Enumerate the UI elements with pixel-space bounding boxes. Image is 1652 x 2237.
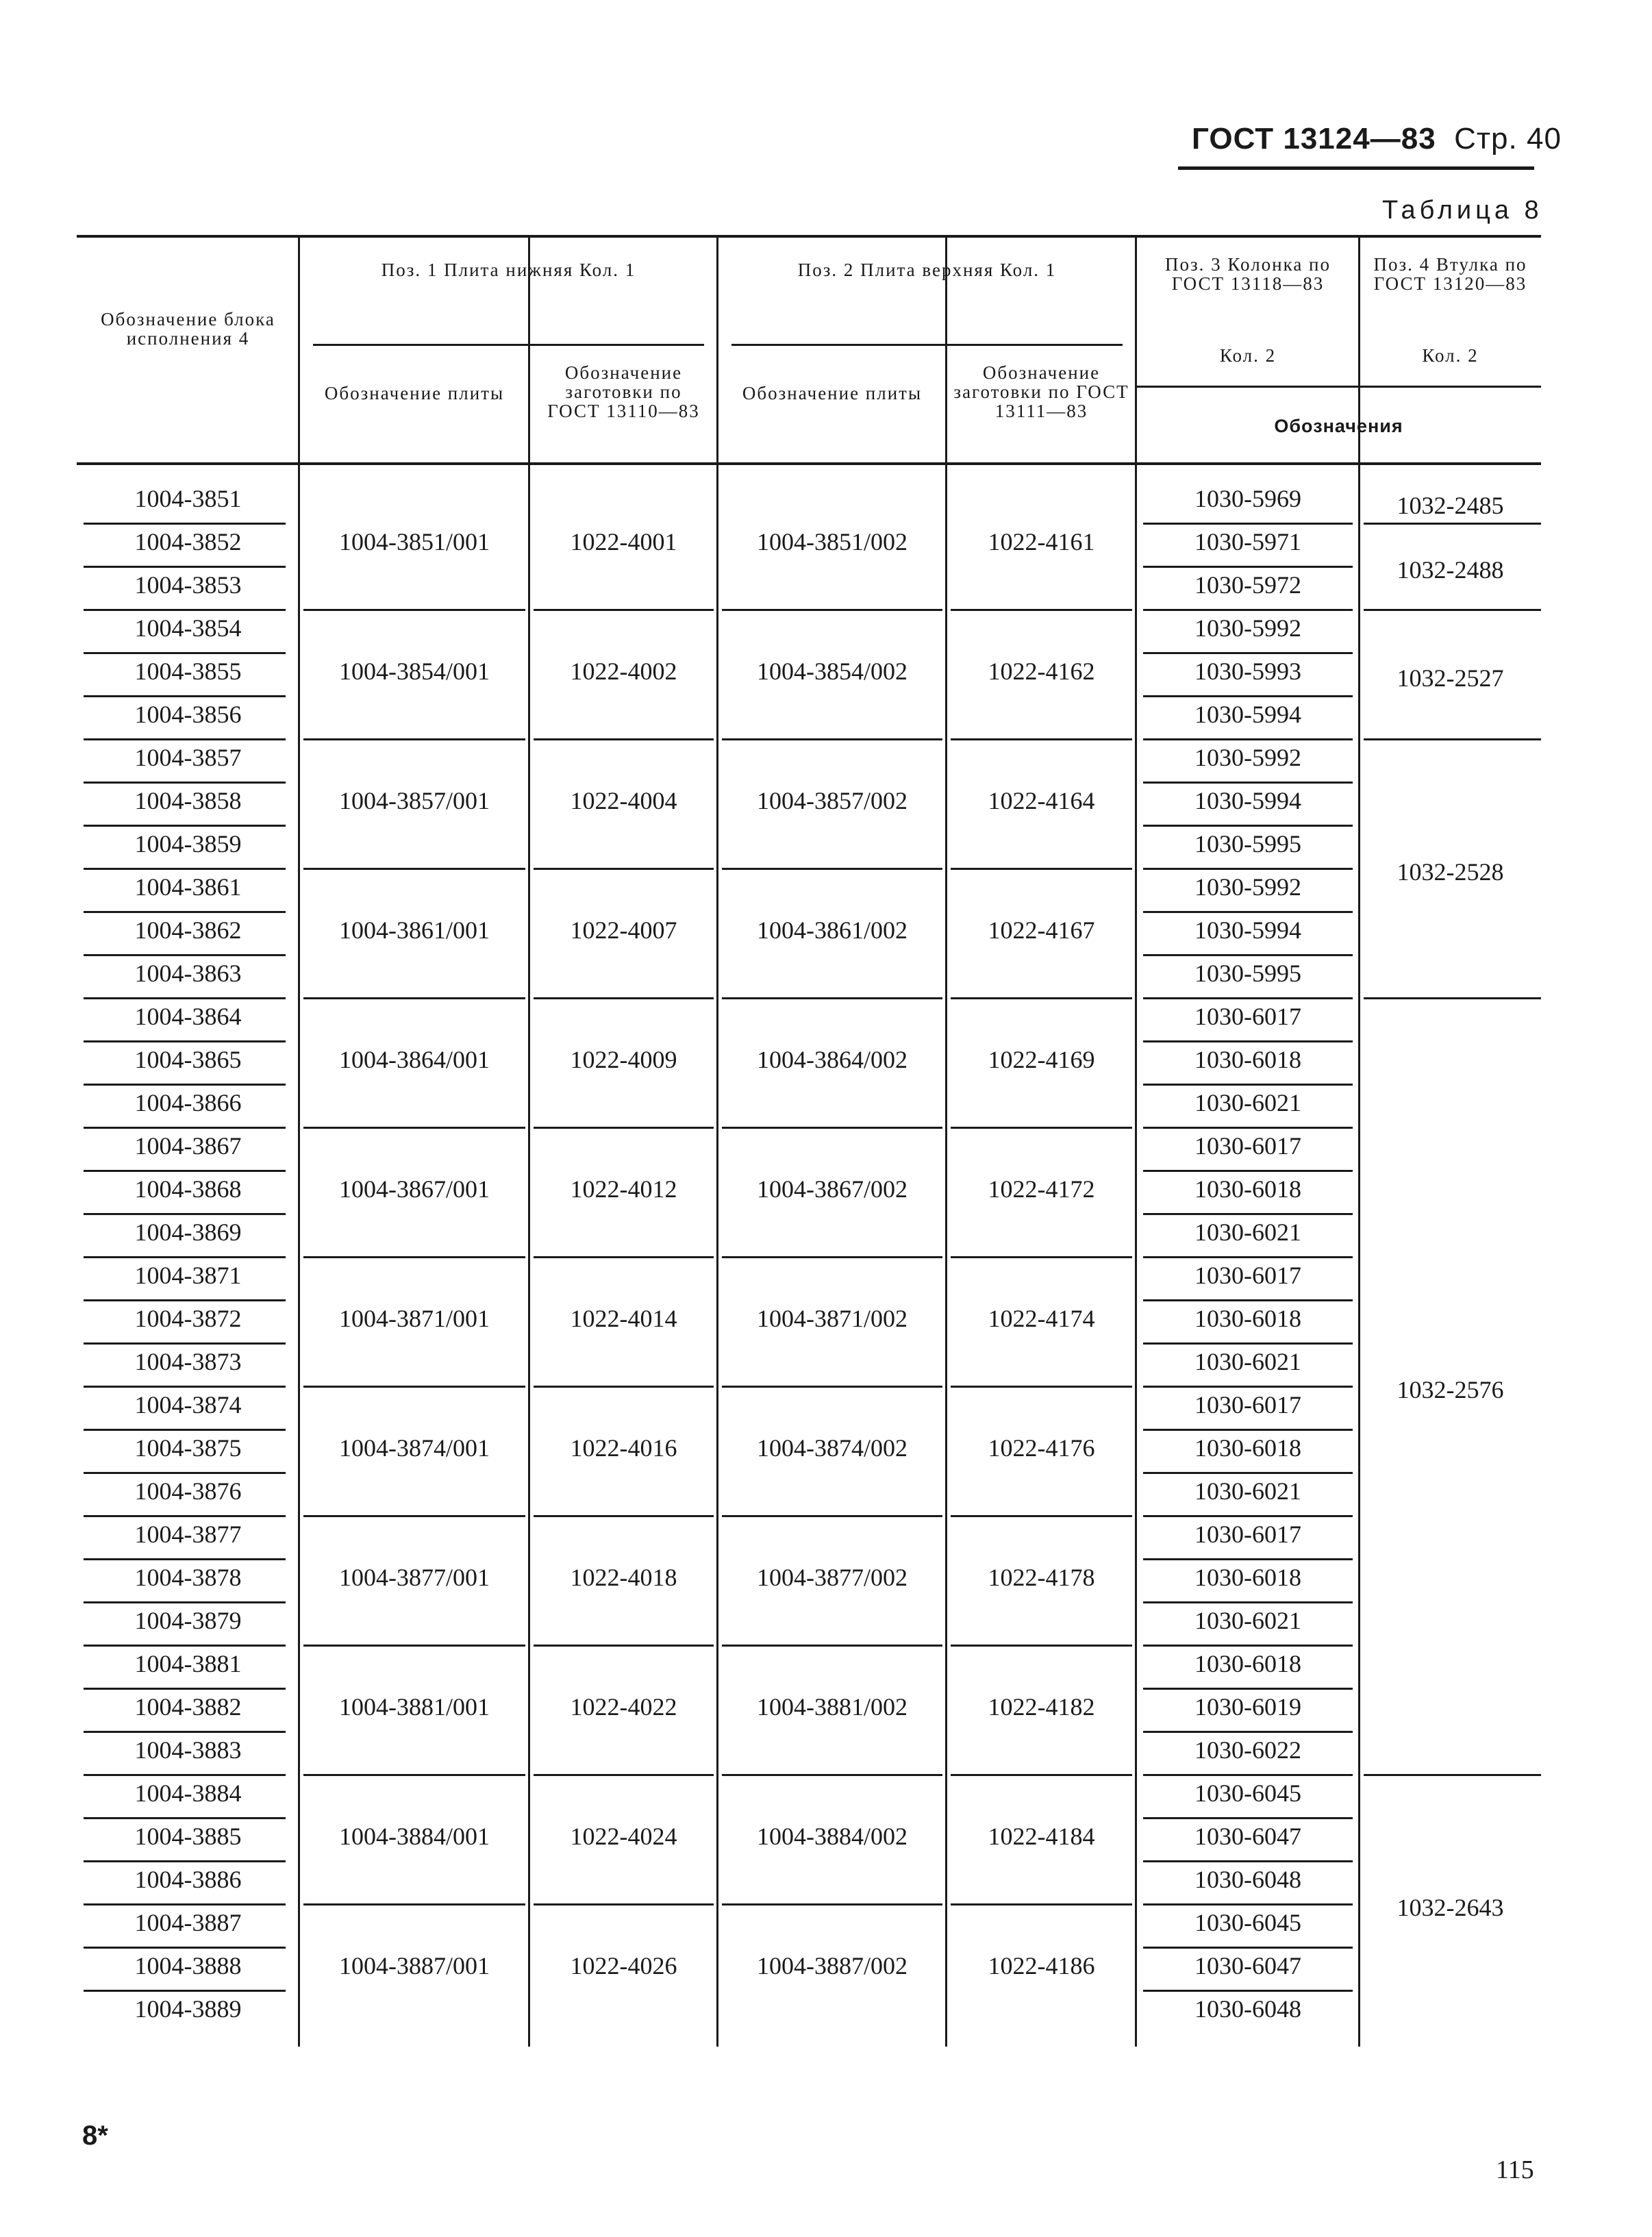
header-pos2: Поз. 2 Плита верхняя Кол. 1 xyxy=(797,260,1057,280)
pos1-plate: 1004-3851/001 xyxy=(339,528,490,555)
header-pos2-blank: Обозначение заготовки по ГОСТ 13111—83 xyxy=(953,362,1129,421)
pos1-plate: 1004-3884/001 xyxy=(339,1823,490,1850)
row-rule xyxy=(84,1990,286,1992)
pos3-column: 1030-6017 xyxy=(1194,1521,1301,1548)
group-rule xyxy=(722,1903,942,1905)
pos3-column: 1030-6021 xyxy=(1194,1219,1301,1246)
pos1-blank: 1022-4024 xyxy=(570,1823,677,1850)
group-rule xyxy=(722,1127,942,1129)
row-rule xyxy=(84,1084,286,1086)
pos3-row-rule xyxy=(1143,652,1353,654)
group-rule xyxy=(303,609,525,611)
header-pos1-blank: Обозначение заготовки по ГОСТ 13110—83 xyxy=(547,362,700,421)
block-designation: 1004-3881 xyxy=(134,1650,242,1677)
block-designation: 1004-3883 xyxy=(134,1736,242,1764)
block-designation: 1004-3884 xyxy=(134,1779,242,1807)
pos3-row-rule xyxy=(1143,1429,1353,1431)
pos3-column: 1030-5992 xyxy=(1194,744,1301,771)
pos4-rule xyxy=(1364,609,1541,611)
pos3-row-rule xyxy=(1143,825,1353,827)
pos3-row-rule xyxy=(1143,1947,1353,1949)
group-rule xyxy=(534,1127,714,1129)
group-rule xyxy=(951,1127,1132,1129)
group-rule xyxy=(534,868,714,870)
pos3-column: 1030-5994 xyxy=(1194,787,1301,814)
group-rule xyxy=(951,868,1132,870)
header-designations: Обозначения xyxy=(1274,416,1403,436)
row-rule xyxy=(84,652,286,654)
group-rule xyxy=(722,738,942,740)
row-rule xyxy=(84,1903,286,1905)
pos1-blank: 1022-4018 xyxy=(570,1564,677,1591)
footer-signature-mark: 8* xyxy=(82,2121,108,2151)
pos3-row-rule xyxy=(1143,609,1353,611)
pos1-plate: 1004-3861/001 xyxy=(339,916,490,944)
group-rule xyxy=(951,997,1132,999)
pos3-column: 1030-6017 xyxy=(1194,1132,1301,1160)
pos1-blank: 1022-4014 xyxy=(570,1305,677,1332)
group-rule xyxy=(951,1386,1132,1388)
group-rule xyxy=(722,997,942,999)
pos1-blank: 1022-4009 xyxy=(570,1046,677,1073)
block-designation: 1004-3856 xyxy=(134,701,242,728)
pos3-row-rule xyxy=(1143,1386,1353,1388)
pos3-column: 1030-6021 xyxy=(1194,1089,1301,1116)
group-rule xyxy=(951,738,1132,740)
pos3-column: 1030-6018 xyxy=(1194,1046,1301,1073)
row-rule xyxy=(84,1299,286,1301)
pos2-blank: 1022-4178 xyxy=(988,1564,1095,1591)
pos3-row-rule xyxy=(1143,868,1353,870)
header-pos3: Поз. 3 Колонка по ГОСТ 13118—83 xyxy=(1164,254,1331,294)
pos2-plate: 1004-3854/002 xyxy=(757,658,908,685)
block-designation: 1004-3868 xyxy=(134,1175,242,1203)
group-rule xyxy=(534,1645,714,1647)
row-rule xyxy=(84,1429,286,1431)
row-rule xyxy=(84,1688,286,1690)
row-rule xyxy=(84,738,286,740)
pos2-plate: 1004-3861/002 xyxy=(757,916,908,944)
pos4-bushing: 1032-2576 xyxy=(1397,1376,1504,1403)
group-rule xyxy=(303,1256,525,1258)
pos4-bushing: 1032-2527 xyxy=(1397,664,1504,692)
pos34-qty-rule xyxy=(1136,386,1541,388)
row-rule xyxy=(84,695,286,697)
pos4-bushing: 1032-2485 xyxy=(1397,491,1504,519)
block-designation: 1004-3882 xyxy=(134,1693,242,1721)
block-designation: 1004-3866 xyxy=(134,1089,242,1116)
column-divider xyxy=(716,235,718,2047)
pos2-plate: 1004-3871/002 xyxy=(757,1305,908,1332)
pos3-row-rule xyxy=(1143,1731,1353,1733)
row-rule xyxy=(84,1601,286,1603)
group-rule xyxy=(722,1645,942,1647)
pos3-row-rule xyxy=(1143,1472,1353,1474)
block-designation: 1004-3877 xyxy=(134,1521,242,1548)
pos2-plate: 1004-3884/002 xyxy=(757,1823,908,1850)
group-rule xyxy=(722,1515,942,1517)
header-block-designation: Обозначение блока исполнения 4 xyxy=(101,309,275,349)
row-rule xyxy=(84,1170,286,1172)
pos1-blank: 1022-4004 xyxy=(570,787,677,814)
pos3-row-rule xyxy=(1143,911,1353,913)
block-designation: 1004-3879 xyxy=(134,1607,242,1634)
block-designation: 1004-3858 xyxy=(134,787,242,814)
row-rule xyxy=(84,1515,286,1517)
pos3-column: 1030-5995 xyxy=(1194,830,1301,858)
group-rule xyxy=(303,738,525,740)
pos2-plate: 1004-3867/002 xyxy=(757,1175,908,1203)
pos1-plate: 1004-3881/001 xyxy=(339,1693,490,1721)
group-rule xyxy=(303,868,525,870)
pos3-row-rule xyxy=(1143,1127,1353,1129)
pos3-row-rule xyxy=(1143,1990,1353,1992)
row-rule xyxy=(84,1645,286,1647)
block-designation: 1004-3852 xyxy=(134,528,242,555)
group-rule xyxy=(303,1645,525,1647)
group-rule xyxy=(303,997,525,999)
pos3-column: 1030-6021 xyxy=(1194,1607,1301,1634)
group-rule xyxy=(951,1903,1132,1905)
pos3-column: 1030-5993 xyxy=(1194,658,1301,685)
pos2-blank: 1022-4182 xyxy=(988,1693,1095,1721)
pos3-row-rule xyxy=(1143,1903,1353,1905)
pos3-row-rule xyxy=(1143,1213,1353,1215)
block-designation: 1004-3873 xyxy=(134,1348,242,1375)
pos3-row-rule xyxy=(1143,1601,1353,1603)
pos1-group-rule xyxy=(313,344,704,346)
pos3-column: 1030-6021 xyxy=(1194,1477,1301,1505)
group-rule xyxy=(722,1256,942,1258)
pos3-row-rule xyxy=(1143,523,1353,525)
column-divider xyxy=(528,235,530,2047)
pos3-column: 1030-6018 xyxy=(1194,1434,1301,1462)
block-designation: 1004-3876 xyxy=(134,1477,242,1505)
row-rule xyxy=(84,825,286,827)
row-rule xyxy=(84,954,286,956)
header-pos3-qty: Кол. 2 xyxy=(1219,345,1277,366)
pos3-row-rule xyxy=(1143,1299,1353,1301)
pos4-bushing: 1032-2488 xyxy=(1397,556,1504,584)
pos4-rule xyxy=(1364,523,1541,525)
block-designation: 1004-3867 xyxy=(134,1132,242,1160)
pos1-blank: 1022-4002 xyxy=(570,658,677,685)
group-rule xyxy=(951,1256,1132,1258)
pos3-column: 1030-6017 xyxy=(1194,1003,1301,1030)
pos3-row-rule xyxy=(1143,997,1353,999)
pos4-bushing: 1032-2528 xyxy=(1397,858,1504,886)
pos1-plate: 1004-3871/001 xyxy=(339,1305,490,1332)
pos3-row-rule xyxy=(1143,1688,1353,1690)
block-designation: 1004-3857 xyxy=(134,744,242,771)
row-rule xyxy=(84,609,286,611)
pos3-column: 1030-6045 xyxy=(1194,1779,1301,1807)
pos2-blank: 1022-4186 xyxy=(988,1952,1095,1979)
pos4-bushing: 1032-2643 xyxy=(1397,1894,1504,1921)
pos3-column: 1030-5992 xyxy=(1194,873,1301,901)
row-rule xyxy=(84,1040,286,1042)
row-rule xyxy=(84,1256,286,1258)
group-rule xyxy=(722,609,942,611)
group-rule xyxy=(534,1386,714,1388)
row-rule xyxy=(84,1774,286,1776)
block-designation: 1004-3863 xyxy=(134,960,242,987)
pos3-row-rule xyxy=(1143,1774,1353,1776)
pos3-column: 1030-5969 xyxy=(1194,485,1301,512)
block-designation: 1004-3878 xyxy=(134,1564,242,1591)
pos2-subdivider xyxy=(945,344,947,462)
pos3-column: 1030-6018 xyxy=(1194,1305,1301,1332)
pos3-row-rule xyxy=(1143,1040,1353,1042)
pos1-plate: 1004-3867/001 xyxy=(339,1175,490,1203)
pos1-subdivider xyxy=(528,344,530,462)
pos3-row-rule xyxy=(1143,782,1353,784)
pos3-column: 1030-5994 xyxy=(1194,701,1301,728)
pos1-blank: 1022-4007 xyxy=(570,916,677,944)
page-label: Стр. 40 xyxy=(1454,122,1562,155)
pos3-row-rule xyxy=(1143,1170,1353,1172)
header-rule xyxy=(1178,166,1534,170)
group-rule xyxy=(722,1774,942,1776)
table-top-rule xyxy=(77,235,1541,238)
pos3-row-rule xyxy=(1143,1817,1353,1819)
group-rule xyxy=(534,1774,714,1776)
pos3-row-rule xyxy=(1143,1256,1353,1258)
pos3-row-rule xyxy=(1143,1558,1353,1560)
group-rule xyxy=(303,1903,525,1905)
pos3-column: 1030-6018 xyxy=(1194,1650,1301,1677)
pos3-row-rule xyxy=(1143,695,1353,697)
block-designation: 1004-3886 xyxy=(134,1866,242,1893)
block-designation: 1004-3862 xyxy=(134,916,242,944)
pos3-row-rule xyxy=(1143,1084,1353,1086)
pos3-column: 1030-5971 xyxy=(1194,528,1301,555)
pos3-column: 1030-6017 xyxy=(1194,1391,1301,1419)
group-rule xyxy=(303,1386,525,1388)
block-designation: 1004-3855 xyxy=(134,658,242,685)
block-designation: 1004-3875 xyxy=(134,1434,242,1462)
block-designation: 1004-3851 xyxy=(134,485,242,512)
pos1-blank: 1022-4012 xyxy=(570,1175,677,1203)
pos3-column: 1030-5992 xyxy=(1194,614,1301,642)
block-designation: 1004-3854 xyxy=(134,614,242,642)
pos1-plate: 1004-3864/001 xyxy=(339,1046,490,1073)
pos3-column: 1030-6021 xyxy=(1194,1348,1301,1375)
table-label: Таблица 8 xyxy=(1382,196,1543,225)
pos3-column: 1030-5994 xyxy=(1194,916,1301,944)
gost-number: ГОСТ 13124—83 xyxy=(1192,122,1436,155)
row-rule xyxy=(84,1860,286,1862)
pos1-blank: 1022-4022 xyxy=(570,1693,677,1721)
pos1-blank: 1022-4016 xyxy=(570,1434,677,1462)
column-divider xyxy=(945,235,947,2047)
pos3-column: 1030-6048 xyxy=(1194,1866,1301,1893)
block-designation: 1004-3872 xyxy=(134,1305,242,1332)
pos2-plate: 1004-3881/002 xyxy=(757,1693,908,1721)
group-rule xyxy=(534,1256,714,1258)
pos2-blank: 1022-4184 xyxy=(988,1823,1095,1850)
header-pos2-plate: Обозначение плиты xyxy=(742,383,923,403)
group-rule xyxy=(534,997,714,999)
block-designation: 1004-3869 xyxy=(134,1219,242,1246)
page-header xyxy=(1192,122,1562,156)
header-pos4: Поз. 4 Втулка по ГОСТ 13120—83 xyxy=(1373,254,1527,294)
pos1-plate: 1004-3874/001 xyxy=(339,1434,490,1462)
block-designation: 1004-3888 xyxy=(134,1952,242,1979)
header-pos4-qty: Кол. 2 xyxy=(1422,345,1479,366)
row-rule xyxy=(84,868,286,870)
pos1-blank: 1022-4026 xyxy=(570,1952,677,1979)
pos1-blank: 1022-4001 xyxy=(570,528,677,555)
block-designation: 1004-3871 xyxy=(134,1262,242,1289)
pos3-column: 1030-6045 xyxy=(1194,1909,1301,1936)
pos3-column: 1030-6018 xyxy=(1194,1175,1301,1203)
row-rule xyxy=(84,523,286,525)
block-designation: 1004-3887 xyxy=(134,1909,242,1936)
header-bottom-rule xyxy=(77,462,1541,465)
pos2-plate: 1004-3874/002 xyxy=(757,1434,908,1462)
pos1-plate: 1004-3877/001 xyxy=(339,1564,490,1591)
pos2-plate: 1004-3864/002 xyxy=(757,1046,908,1073)
pos3-column: 1030-6048 xyxy=(1194,1995,1301,2023)
pos3-column: 1030-6017 xyxy=(1194,1262,1301,1289)
row-rule xyxy=(84,566,286,568)
pos1-plate: 1004-3854/001 xyxy=(339,658,490,685)
pos2-group-rule xyxy=(731,344,1123,346)
pos3-row-rule xyxy=(1143,1342,1353,1345)
block-designation: 1004-3853 xyxy=(134,571,242,599)
page-number: 115 xyxy=(1496,2155,1534,2184)
group-rule xyxy=(951,1515,1132,1517)
row-rule xyxy=(84,1472,286,1474)
pos3-row-rule xyxy=(1143,566,1353,568)
pos2-plate: 1004-3851/002 xyxy=(757,528,908,555)
row-rule xyxy=(84,1342,286,1345)
pos1-plate: 1004-3887/001 xyxy=(339,1952,490,1979)
row-rule xyxy=(84,1558,286,1560)
pos2-blank: 1022-4164 xyxy=(988,787,1095,814)
pos2-blank: 1022-4161 xyxy=(988,528,1095,555)
row-rule xyxy=(84,1817,286,1819)
group-rule xyxy=(534,1903,714,1905)
group-rule xyxy=(722,868,942,870)
block-designation: 1004-3859 xyxy=(134,830,242,858)
pos3-row-rule xyxy=(1143,1860,1353,1862)
pos3-column: 1030-6022 xyxy=(1194,1736,1301,1764)
group-rule xyxy=(303,1515,525,1517)
pos2-blank: 1022-4169 xyxy=(988,1046,1095,1073)
block-designation: 1004-3861 xyxy=(134,873,242,901)
pos2-blank: 1022-4176 xyxy=(988,1434,1095,1462)
pos4-rule xyxy=(1364,738,1541,740)
pos2-blank: 1022-4167 xyxy=(988,916,1095,944)
pos3-column: 1030-6019 xyxy=(1194,1693,1301,1721)
group-rule xyxy=(951,1645,1132,1647)
pos2-plate: 1004-3887/002 xyxy=(757,1952,908,1979)
block-designation: 1004-3874 xyxy=(134,1391,242,1419)
header-pos1-plate: Обозначение плиты xyxy=(324,383,505,403)
pos3-column: 1030-5972 xyxy=(1194,571,1301,599)
pos4-rule xyxy=(1364,1774,1541,1776)
group-rule xyxy=(303,1774,525,1776)
pos3-row-rule xyxy=(1143,1645,1353,1647)
header-pos1: Поз. 1 Плита нижняя Кол. 1 xyxy=(381,260,636,280)
group-rule xyxy=(534,1515,714,1517)
pos3-column: 1030-6047 xyxy=(1194,1952,1301,1979)
group-rule xyxy=(722,1386,942,1388)
pos3-column: 1030-6047 xyxy=(1194,1823,1301,1850)
row-rule xyxy=(84,1127,286,1129)
block-designation: 1004-3864 xyxy=(134,1003,242,1030)
group-rule xyxy=(951,609,1132,611)
block-designation: 1004-3885 xyxy=(134,1823,242,1850)
block-designation: 1004-3865 xyxy=(134,1046,242,1073)
group-rule xyxy=(303,1127,525,1129)
pos4-rule xyxy=(1364,997,1541,999)
row-rule xyxy=(84,1731,286,1733)
pos2-plate: 1004-3857/002 xyxy=(757,787,908,814)
pos3-row-rule xyxy=(1143,1515,1353,1517)
pos3-column: 1030-5995 xyxy=(1194,960,1301,987)
pos2-blank: 1022-4172 xyxy=(988,1175,1095,1203)
group-rule xyxy=(951,1774,1132,1776)
pos1-plate: 1004-3857/001 xyxy=(339,787,490,814)
group-rule xyxy=(534,609,714,611)
row-rule xyxy=(84,1386,286,1388)
row-rule xyxy=(84,782,286,784)
pos2-blank: 1022-4174 xyxy=(988,1305,1095,1332)
pos2-blank: 1022-4162 xyxy=(988,658,1095,685)
row-rule xyxy=(84,911,286,913)
pos3-column: 1030-6018 xyxy=(1194,1564,1301,1591)
row-rule xyxy=(84,1947,286,1949)
pos3-row-rule xyxy=(1143,954,1353,956)
block-designation: 1004-3889 xyxy=(134,1995,242,2023)
group-rule xyxy=(534,738,714,740)
row-rule xyxy=(84,1213,286,1215)
pos2-plate: 1004-3877/002 xyxy=(757,1564,908,1591)
row-rule xyxy=(84,997,286,999)
pos3-row-rule xyxy=(1143,738,1353,740)
